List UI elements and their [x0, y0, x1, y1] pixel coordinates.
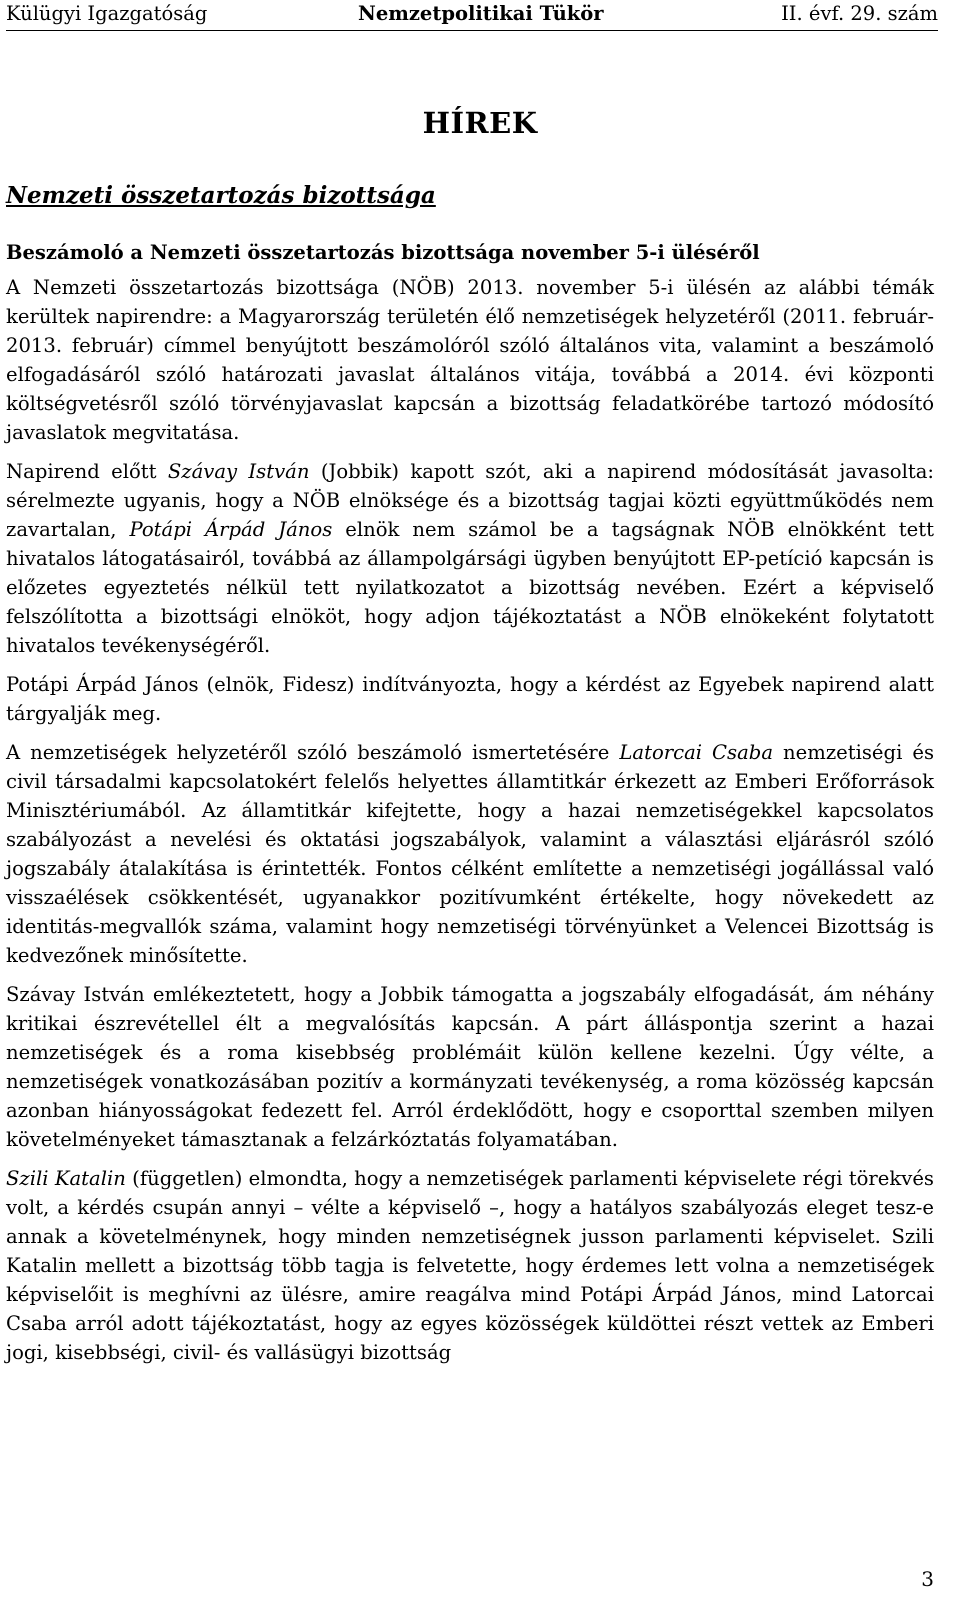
paragraph-text: elnök nem számol be a tagságnak NÖB elnökként tett hivatalos látogatásairól, továbbá az állampolgársági ügyben benyújtott EP-petíció kapcsán is előzetes egyeztetés nélkül tett nyilatkozatot a bizottság nevében. Ezért a képviselő felszólította a bizottsági elnököt, hogy adjon tájékoztatást a NÖB elnökeként folytatott hivatalos tevékenységéről.	[6, 518, 934, 657]
paragraph-text: Napirend előtt	[6, 460, 168, 483]
paragraph-1	[6, 273, 934, 447]
header-issue: II. évf. 29. szám	[781, 2, 938, 25]
header-department: Külügyi Igazgatóság	[6, 2, 208, 25]
paragraph-text: nemzetiségi és civil társadalmi kapcsolatokért felelős helyettes államtitkár érkezett az Emberi Erőforrások Minisztériumából. Az államtitkár kifejtette, hogy a hazai nemzetiségekkel kapcsolatos szabályozást a nevelési és oktatási jogszabályok, valamint a választási eljárásról szóló jogszabály átalakítása is érintették. Fontos célként említette a nemzetiségi jogállással való visszaélések csökkentését, ugyanakkor pozitívumként értékelte, hogy növekedett az identitás-megvallók száma, valamint hogy nemzetiségi törvényünket a Velencei Bizottság is kedvezőnek minősítette.	[6, 741, 934, 967]
person-name: Latorcai Csaba	[619, 741, 774, 764]
page-title: HÍREK	[422, 106, 538, 140]
paragraph-text: (független) elmondta, hogy a nemzetiségek parlamenti képviselete régi törekvés volt, a kérdés csupán annyi – vélte a képviselő –, hogy a hatályos szabályozás eleget tesz-e annak a követelménynek, hogy minden nemzetiségnek jusson parlamenti képviselet. Szili Katalin mellett a bizottság több tagja is felvetette, hogy érdemes lett volna a nemzetiségek képviselőit is meghívni az ülésre, amire reagálva mind Potápi Árpád János, mind Latorcai Csaba arról adott tájékoztatást, hogy az egyes közösségek küldöttei részt vettek az Emberi jogi, kisebbségi, civil- és vallásügyi bizottság	[6, 1167, 934, 1364]
article-subheading: Beszámoló a Nemzeti összetartozás bizottsága november 5-i üléséről	[6, 241, 760, 264]
paragraph-text: Szávay István emlékeztetett, hogy a Jobbik támogatta a jogszabály elfogadását, ám néhány kritikai észrevétellel élt a megvalósítás kapcsán. A párt álláspontja szerint a hazai nemzetiségek és a roma kisebbség problémáit külön kellene kezelni. Úgy vélte, a nemzetiségek vonatkozásában pozitív a kormányzati tevékenység, a roma közösség kapcsán azonban hiányosságokat fedezett fel. Arról érdeklődött, hogy e csoporttal szemben milyen követelményeket támasztanak a felzárkóztatás folyamatában.	[6, 983, 934, 1151]
page-header	[6, 0, 938, 31]
page-number: 3	[921, 1567, 934, 1591]
paragraph-5	[6, 980, 934, 1154]
header-publication: Nemzetpolitikai Tükör	[358, 2, 604, 25]
person-name: Szávay István	[167, 460, 310, 483]
paragraph-6	[6, 1164, 934, 1367]
paragraph-3	[6, 670, 934, 728]
paragraph-text: A nemzetiségek helyzetéről szóló beszámoló ismertetésére	[6, 741, 620, 764]
article-body	[6, 273, 934, 1377]
person-name: Potápi Árpád János	[129, 518, 333, 541]
paragraph-text: Potápi Árpád János (elnök, Fidesz) indítványozta, hogy a kérdést az Egyebek napirend alatt tárgyalják meg.	[6, 673, 934, 725]
paragraph-text: (Jobbik) kapott szót, aki a napirend módosítását javasolta: sérelmezte ugyanis, hogy a NÖB elnöksége és a bizottság tagjai közti együttműködés nem zavartalan,	[6, 460, 935, 541]
person-name: Szili Katalin	[6, 1167, 126, 1190]
paragraph-text: A Nemzeti összetartozás bizottsága (NÖB) 2013. november 5-i ülésén az alábbi témák kerültek napirendre: a Magyarország területén élő nemzetiségek helyzetéről (2011. február-2013. február) címmel benyújtott beszámolóról szóló általános vita, valamint a beszámoló elfogadásáról szóló határozati javaslat általános vitája, továbbá a 2014. évi központi költségvetésről szóló törvényjavaslat kapcsán a bizottság feladatkörébe tartozó módosító javaslatok megvitatása.	[6, 276, 934, 444]
paragraph-4	[6, 738, 934, 970]
section-title: Nemzeti összetartozás bizottsága	[6, 182, 436, 209]
paragraph-2	[6, 457, 934, 660]
